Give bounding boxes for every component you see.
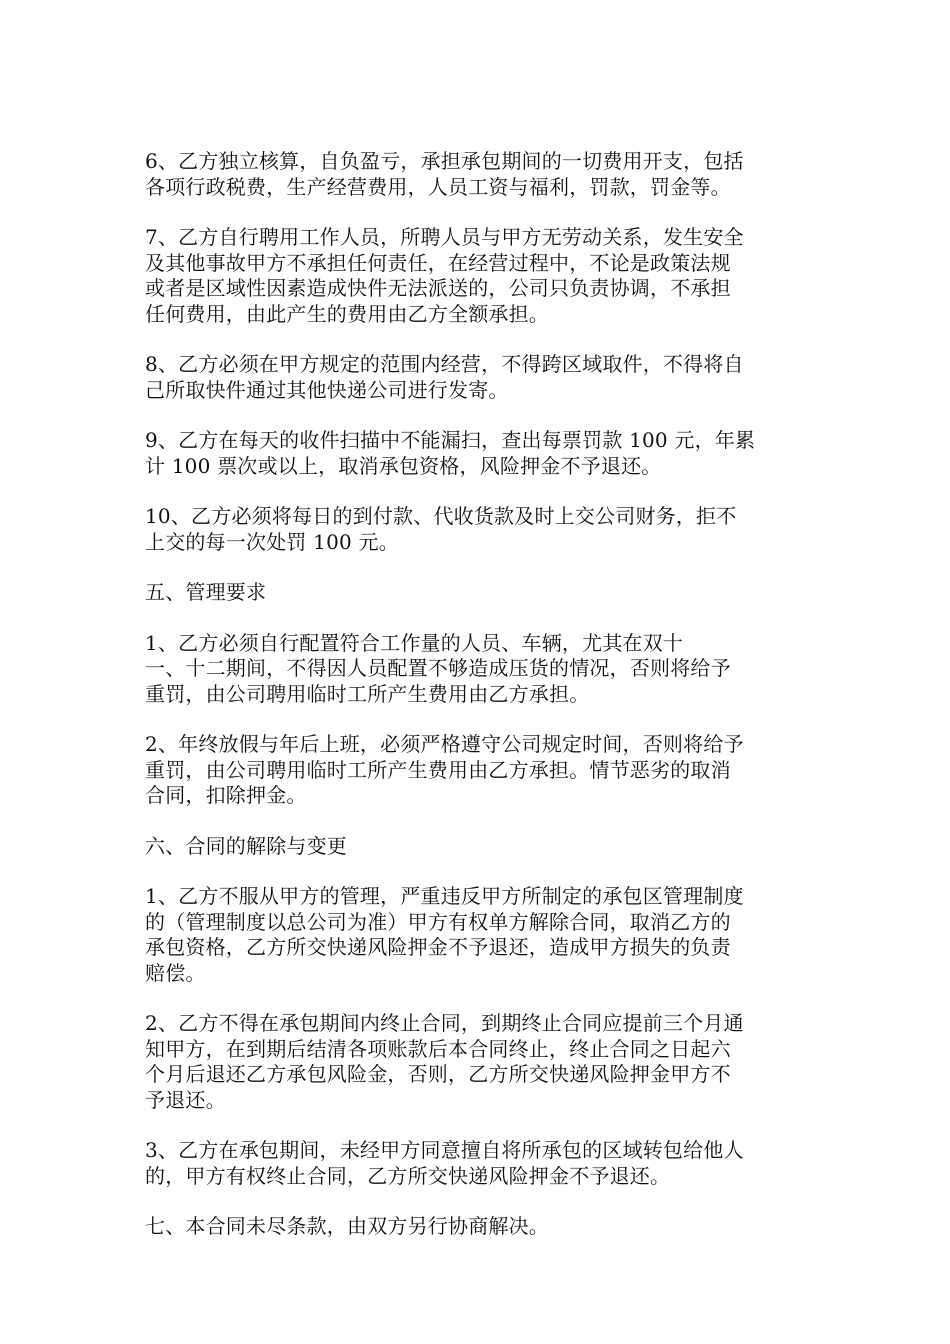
text-line: 计 100 票次或以上，取消承包资格，风险押金不予退还。 (145, 453, 662, 478)
text-line: 上交的每一次处罚 100 元。 (145, 529, 399, 554)
section-heading (145, 1214, 807, 1240)
text-line: 知甲方，在到期后结清各项账款后本合同终止，终止合同之日起六 (145, 1036, 731, 1061)
text-line: 或者是区域性因素造成快件无法派送的，公司只负责协调，不承担 (145, 276, 731, 300)
text-line: 重罚，由公司聘用临时工所产生费用由乙方承担。情节恶劣的取消 (145, 757, 731, 782)
clause-paragraph (145, 428, 807, 479)
text-line: 8、乙方必须在甲方规定的范围内经营，不得跨区域取件，不得将自 (145, 352, 744, 376)
text-line: 各项行政税费，生产经营费用，人员工资与福利，罚款，罚金等。 (145, 174, 731, 199)
text-line: 承包资格，乙方所交快递风险押金不予退还，造成甲方损失的负责 (145, 935, 731, 959)
text-line: 2、乙方不得在承包期间内终止合同，到期终止合同应提前三个月通 (145, 1011, 744, 1035)
clause-paragraph (145, 149, 807, 200)
text-line: 五、管理要求 (145, 580, 267, 604)
text-line: 一、十二期间，不得因人员配置不够造成压货的情况，否则将给予 (145, 656, 731, 680)
text-line: 的（管理制度以总公司为准）甲方有权单方解除合同，取消乙方的 (145, 909, 731, 934)
clause-paragraph (145, 352, 807, 403)
text-line: 9、乙方在每天的收件扫描中不能漏扫，查出每票罚款 100 元，年累 (145, 428, 756, 452)
clause-paragraph (145, 504, 807, 555)
clause-paragraph (145, 1138, 807, 1189)
text-line: 个月后退还乙方承包风险金，否则，乙方所交快递风险押金甲方不 (145, 1062, 731, 1086)
clause-paragraph (145, 732, 807, 809)
clause-paragraph (145, 884, 807, 986)
section-heading (145, 834, 807, 860)
text-line: 任何费用，由此产生的费用由乙方全额承担。 (145, 301, 549, 326)
text-line: 赔偿。 (145, 960, 206, 985)
text-line: 3、乙方在承包期间，未经甲方同意擅自将所承包的区域转包给他人 (145, 1138, 744, 1162)
text-line: 1、乙方不服从甲方的管理，严重违反甲方所制定的承包区管理制度 (145, 884, 744, 908)
text-line: 10、乙方必须将每日的到付款、代收货款及时上交公司财务，拒不 (145, 504, 737, 528)
clause-paragraph (145, 1011, 807, 1113)
text-line: 及其他事故甲方不承担任何责任，在经营过程中，不论是政策法规 (145, 250, 731, 275)
text-line: 己所取快件通过其他快递公司进行发寄。 (145, 377, 509, 402)
document-page (145, 149, 807, 1265)
section-heading (145, 580, 807, 606)
text-line: 7、乙方自行聘用工作人员，所聘人员与甲方无劳动关系，发生安全 (145, 225, 744, 249)
text-line: 合同，扣除押金。 (145, 783, 307, 807)
clause-paragraph (145, 631, 807, 708)
clause-paragraph (145, 225, 807, 327)
text-line: 的，甲方有权终止合同，乙方所交快递风险押金不予退还。 (145, 1163, 671, 1188)
text-line: 七、本合同未尽条款，由双方另行协商解决。 (145, 1214, 549, 1238)
text-line: 六、合同的解除与变更 (145, 833, 347, 858)
text-line: 6、乙方独立核算，自负盈亏，承担承包期间的一切费用开支，包括 (145, 149, 744, 173)
text-line: 1、乙方必须自行配置符合工作量的人员、车辆，尤其在双十 (145, 630, 684, 655)
text-line: 2、年终放假与年后上班，必须严格遵守公司规定时间，否则将给予 (145, 732, 744, 756)
text-line: 予退还。 (145, 1087, 226, 1112)
text-line: 重罚，由公司聘用临时工所产生费用由乙方承担。 (145, 681, 590, 706)
